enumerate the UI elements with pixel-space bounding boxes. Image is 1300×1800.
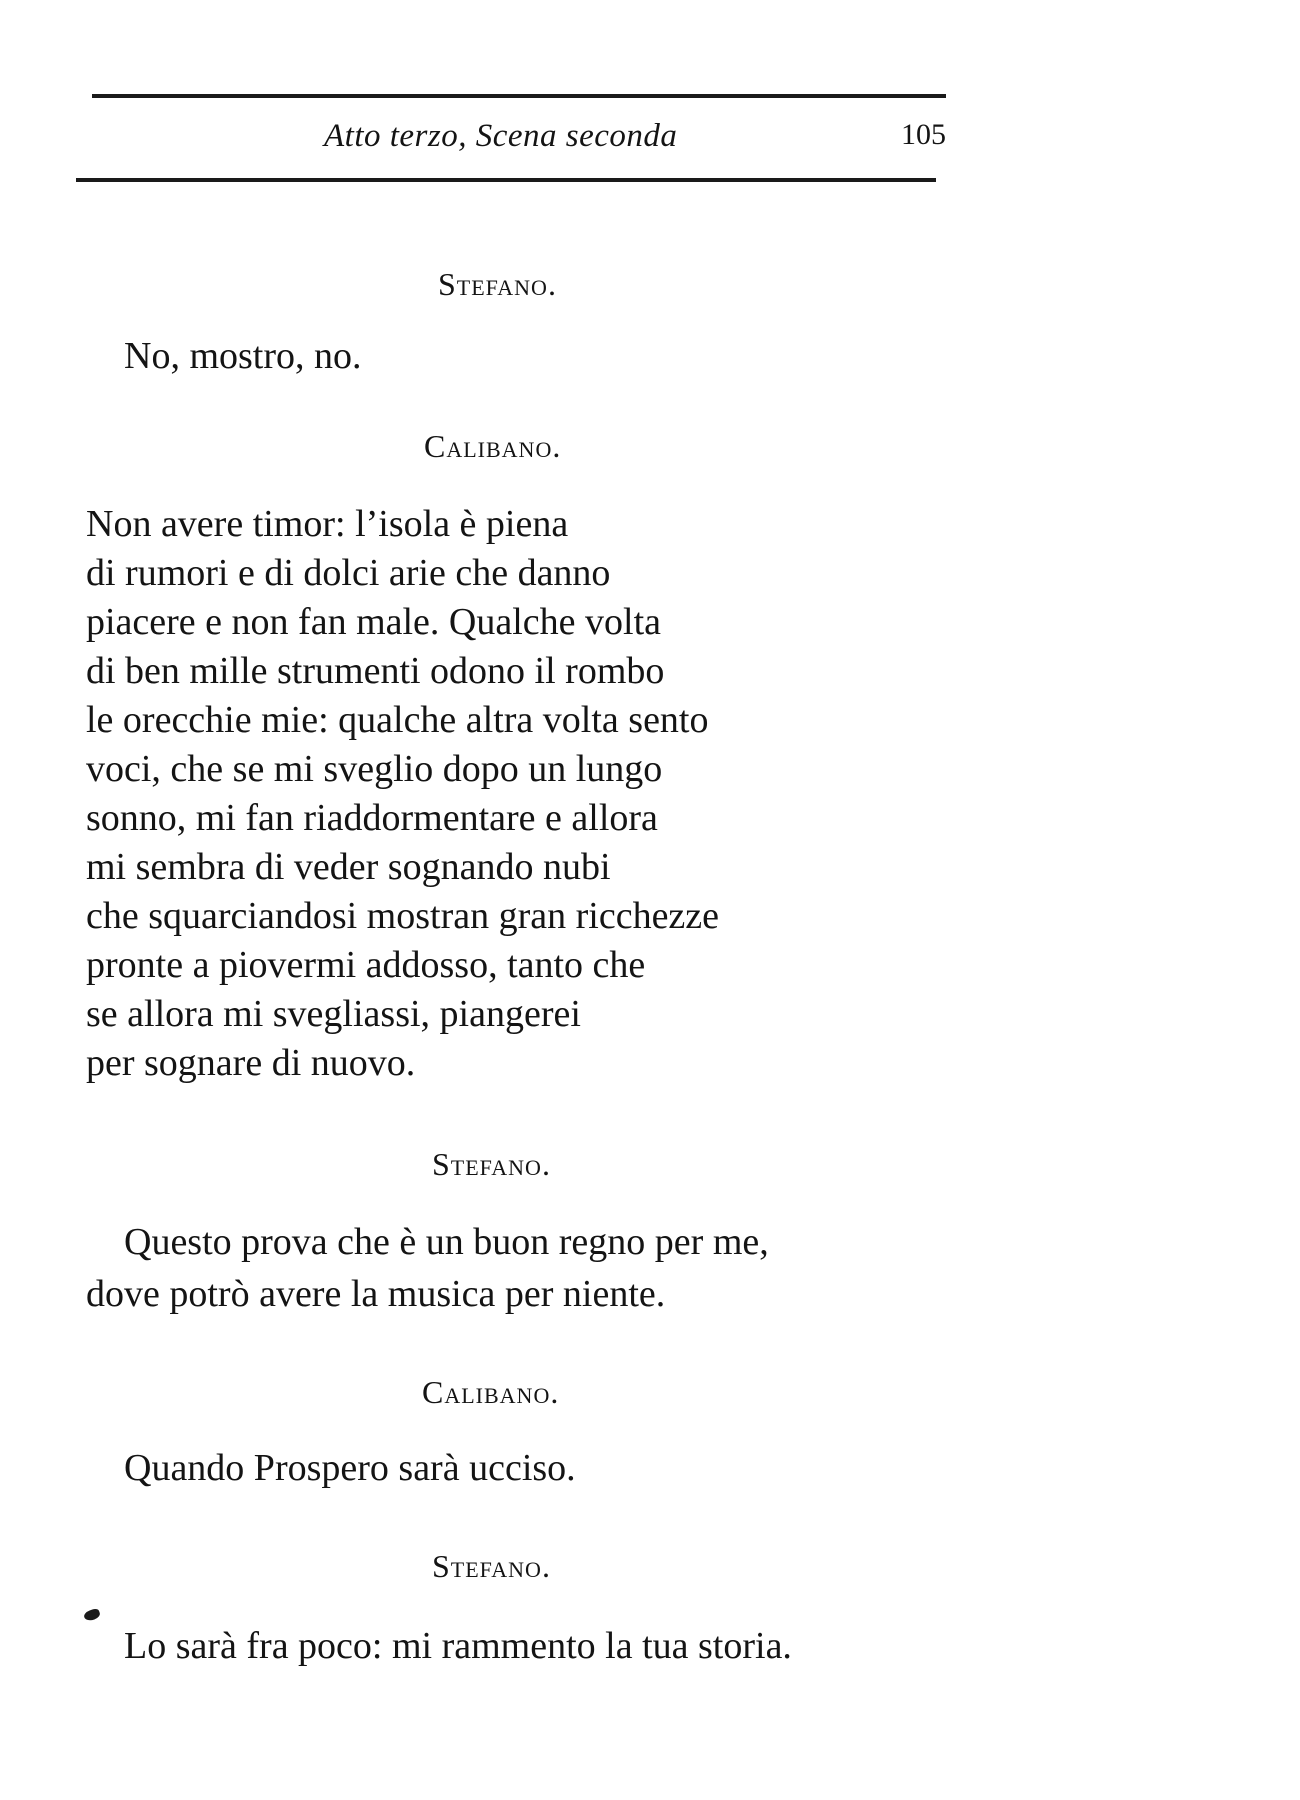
header-rule-top [92, 94, 946, 98]
speech-text [86, 500, 719, 1088]
running-title: Atto terzo, Scena seconda [324, 118, 678, 154]
speech-line: di rumori e di dolci arie che danno [86, 552, 611, 594]
speaker-name: Calibano. [422, 1374, 560, 1410]
speech-text [124, 1622, 792, 1671]
speech-line: che squarciandosi mostran gran ricchezze [86, 895, 720, 937]
speech-line: Lo sarà fra poco: mi rammento la tua storia. [124, 1625, 792, 1667]
speaker-name: Stefano. [438, 266, 557, 302]
speech-line: sonno, mi fan riaddormentare e allora [86, 797, 658, 839]
speech-line: di ben mille strumenti odono il rombo [86, 650, 665, 692]
speaker-name: Stefano. [432, 1548, 551, 1584]
speech-line: pronte a piovermi addosso, tanto che [86, 944, 646, 986]
speech-line: per sognare di nuovo. [86, 1042, 416, 1084]
speech-line: dove potrò avere la musica per niente. [86, 1273, 666, 1315]
speech-line: No, mostro, no. [124, 335, 362, 377]
speech-text [86, 1216, 769, 1320]
speech-text [124, 1444, 576, 1493]
speech-line: mi sembra di veder sognando nubi [86, 846, 611, 888]
speaker-name: Calibano. [424, 428, 562, 464]
header-rule-bottom [76, 178, 936, 182]
speaker-name: Stefano. [432, 1146, 551, 1182]
page-number: 105 [901, 118, 946, 151]
speech-text [124, 332, 362, 381]
speech-line: se allora mi svegliassi, piangerei [86, 993, 581, 1035]
speech-line: Quando Prospero sarà ucciso. [124, 1447, 576, 1489]
speech-line: le orecchie mie: qualche altra volta sento [86, 699, 709, 741]
ink-speck [83, 1608, 101, 1623]
speech-line: Questo prova che è un buon regno per me, [124, 1221, 769, 1263]
speech-line: piacere e non fan male. Qualche volta [86, 601, 661, 643]
running-head [92, 118, 946, 158]
speech-line: Non avere timor: l’isola è piena [86, 503, 569, 545]
speech-line: voci, che se mi sveglio dopo un lungo [86, 748, 663, 790]
